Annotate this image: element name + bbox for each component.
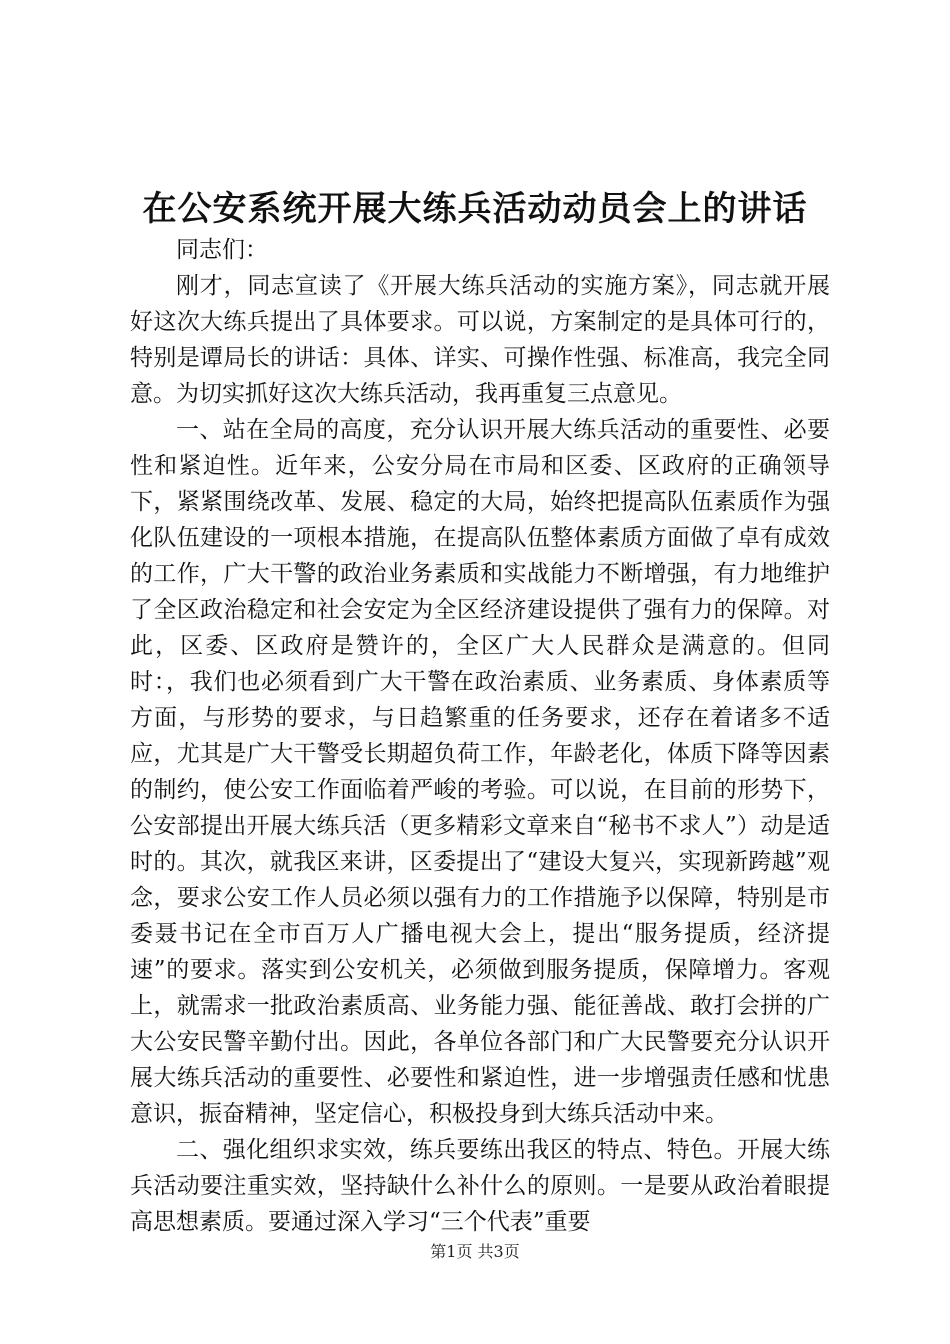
- salutation-paragraph: 同志们：: [176, 237, 268, 263]
- page-number-footer: 第1页 共3页: [430, 1242, 520, 1261]
- section-two-paragraph: 二、强化组织求实效，练兵要练出我区的特点、特色。开展大练兵活动要注重实效，坚持缺什么补什么的原则。一是要从政治着眼提高思想素质。要通过深入学习“三个代表”重要: [130, 1137, 830, 1235]
- section-one-paragraph: 一、站在全局的高度，充分认识开展大练兵活动的重要性、必要性和紧迫性。近年来，公安分局在市局和区委、区政府的正确领导下，紧紧围绕改革、发展、稳定的大局，始终把提高队伍素质作为强化队伍建设的一项根本措施，在提高队伍整体素质方面做了卓有成效的工作，广大干警的政治业务素质和实战能力不断增强，有力地维护了全区政治稳定和社会安定为全区经济建设提供了强有力的保障。对此，区委、区政府是赞许的，全区广大人民群众是满意的。但同时：，我们也必须看到广大干警在政治素质、业务素质、身体素质等方面，与形势的要求，与日趋繁重的任务要求，还存在着诸多不适应，尤其是广大干警受长期超负荷工作，年龄老化，体质下降等因素的制约，使公安工作面临着严峻的考验。可以说，在目前的形势下，公安部提出开展大练兵活（更多精彩文章来自“秘书不求人”）动是适时的。其次，就我区来讲，区委提出了“建设大复兴，实现新跨越”观念，要求公安工作人员必须以强有力的工作措施予以保障，特别是市委聂书记在全市百万人广播电视大会上，提出“服务提质，经济提速”的要求。落实到公安机关，必须做到服务提质，保障增力。客观上，就需求一批政治素质高、业务能力强、能征善战、敢打会拼的广大公安民警辛勤付出。因此，各单位各部门和广大民警要充分认识开展大练兵活动的重要性、必要性和紧迫性，进一步增强责任感和忧患意识，振奋精神，坚定信心，积极投身到大练兵活动中来。: [130, 417, 830, 1127]
- intro-paragraph: 刚才，同志宣读了《开展大练兵活动的实施方案》，同志就开展好这次大练兵提出了具体要求。可以说，方案制定的是具体可行的，特别是谭局长的讲话：具体、详实、可操作性强、标准高，我完全同意。为切实抓好这次大练兵活动，我再重复三点意见。: [130, 273, 830, 407]
- document-title: 在公安系统开展大练兵活动动员会上的讲话: [142, 189, 808, 229]
- document-body: [130, 232, 830, 1240]
